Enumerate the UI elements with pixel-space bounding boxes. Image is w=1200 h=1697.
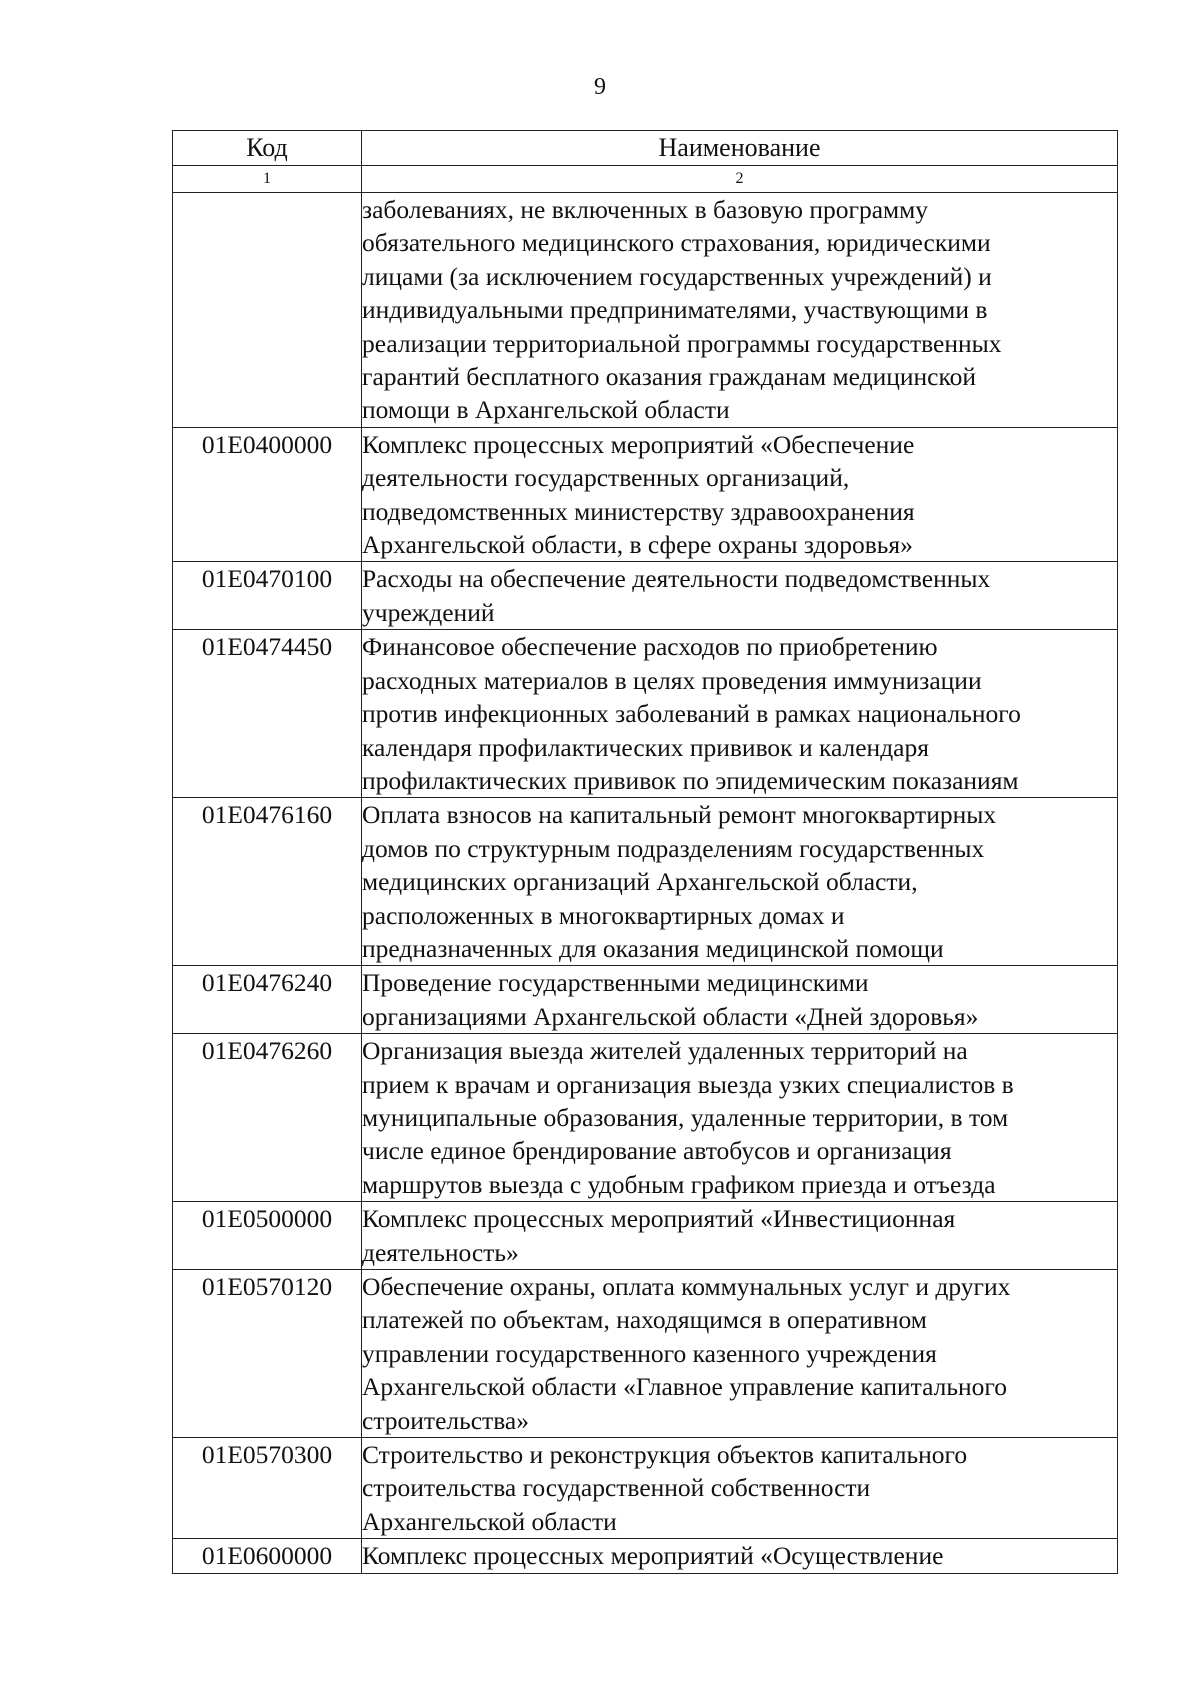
header-code: Код [173,131,362,166]
row-code: 01Е0476240 [173,966,362,1034]
row-code: 01Е0570120 [173,1270,362,1438]
row-name: Финансовое обеспечение расходов по приобретению расходных материалов в целях проведения иммунизации против инфекционных заболеваний в рамках национального календаря профилактических прививок и календаря профилактических прививок по эпидемическим показаниям [362,630,1118,798]
table-row [173,1034,1118,1202]
page-number: 9 [594,74,606,100]
header-name: Наименование [362,131,1118,166]
table-row [173,193,1118,428]
row-name: Комплекс процессных мероприятий «Осуществление [362,1539,1118,1573]
table-row [173,798,1118,966]
column-number-name: 2 [362,166,1118,193]
row-code: 01Е0474450 [173,630,362,798]
row-code: 01Е0600000 [173,1539,362,1573]
row-code: 01Е0476160 [173,798,362,966]
table-header-row [173,131,1118,166]
column-number-code: 1 [173,166,362,193]
table-row [173,1438,1118,1539]
table-row [173,966,1118,1034]
table-row [173,1539,1118,1573]
table-row [173,1270,1118,1438]
row-name: Комплекс процессных мероприятий «Инвестиционная деятельность» [362,1202,1118,1270]
row-name: Оплата взносов на капитальный ремонт многоквартирных домов по структурным подразделениям государственных медицинских организаций Архангельской области, расположенных в многоквартирных домах и предназначенных для оказания медицинской помощи [362,798,1118,966]
row-name: Обеспечение охраны, оплата коммунальных услуг и других платежей по объектам, находящимся в оперативном управлении государственного казенного учреждения Архангельской области «Главное управление капитального строительства» [362,1270,1118,1438]
row-name: Комплекс процессных мероприятий «Обеспечение деятельности государственных организаций, подведомственных министерству здравоохранения Архангельской области, в сфере охраны здоровья» [362,427,1118,562]
row-code: 01Е0470100 [173,562,362,630]
table-row [173,630,1118,798]
table-column-number-row [173,166,1118,193]
row-name: заболеваниях, не включенных в базовую программу обязательного медицинского страхования, юридическими лицами (за исключением государственных учреждений) и индивидуальными предпринимателями, участвующими в реализации территориальной программы государственных гарантий бесплатного оказания гражданам медицинской помощи в Архангельской области [362,193,1118,428]
row-code: 01Е0476260 [173,1034,362,1202]
budget-code-table [172,130,1118,1574]
row-code: 01Е0500000 [173,1202,362,1270]
row-name: Проведение государственными медицинскими организациями Архангельской области «Дней здоровья» [362,966,1118,1034]
row-code: 01Е0570300 [173,1438,362,1539]
row-name: Строительство и реконструкция объектов капитального строительства государственной собственности Архангельской области [362,1438,1118,1539]
table-row [173,427,1118,562]
table-row [173,1202,1118,1270]
table-row [173,562,1118,630]
row-name: Расходы на обеспечение деятельности подведомственных учреждений [362,562,1118,630]
row-code: 01Е0400000 [173,427,362,562]
row-name: Организация выезда жителей удаленных территорий на прием к врачам и организация выезда узких специалистов в муниципальные образования, удаленные территории, в том числе единое брендирование автобусов и организация маршрутов выезда с удобным графиком приезда и отъезда [362,1034,1118,1202]
row-code [173,193,362,428]
